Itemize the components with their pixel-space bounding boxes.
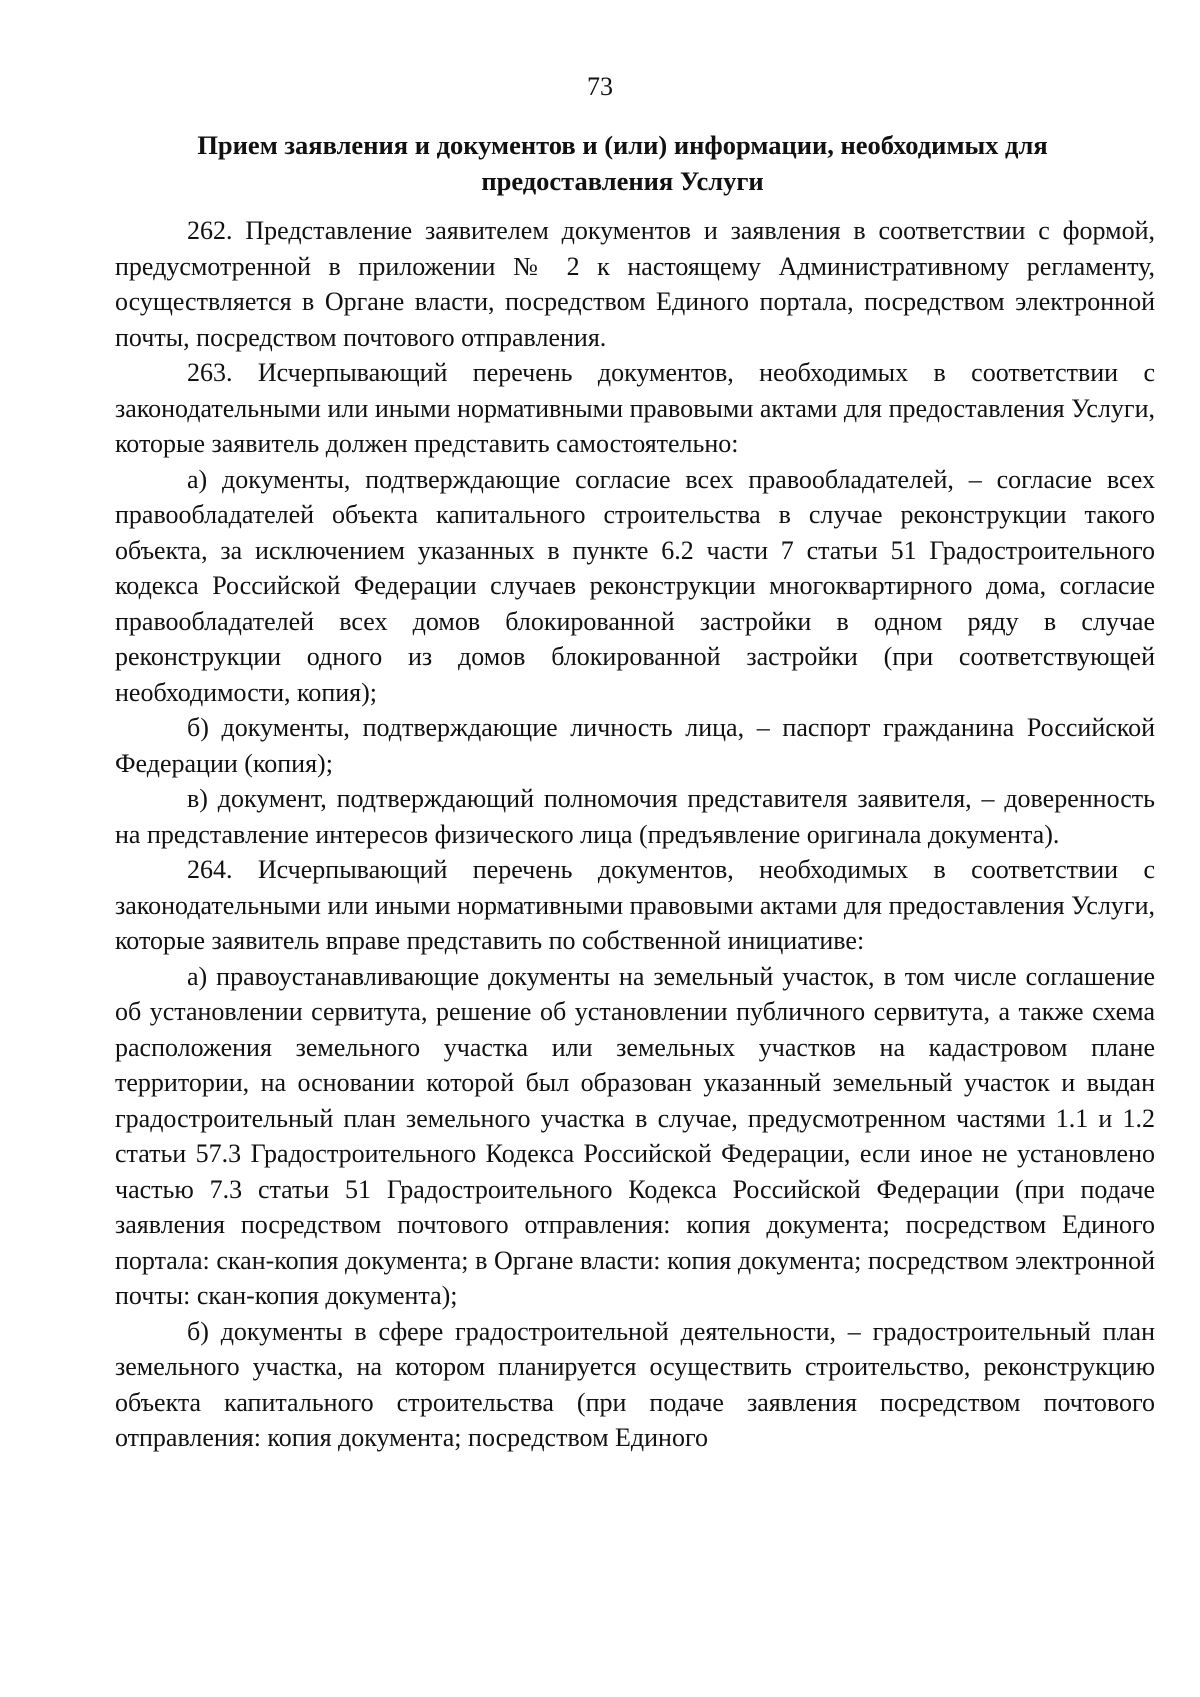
paragraph-264-a: а) правоустанавливающие документы на земельный участок, в том числе соглашение об установлении сервитута, решение об установлении публичного сервитута, а также схема расположения земельного участка или земельных участков на кадастровом плане территории, на основании которой был образован указанный земельный участок и выдан градостроительный план земельного участка в случае, предусмотренном частями 1.1 и 1.2 статьи 57.3 Градостроительного Кодекса Российской Федерации, если иное не установлено частью 7.3 статьи 51 Градостроительного Кодекса Российской Федерации (при подаче заявления посредством почтового отправления: копия документа; посредством Единого портала: скан-копия документа; в Органе власти: копия документа; посредством электронной почты: скан-копия документа); — [115, 961, 1155, 1310]
document-body — [115, 213, 1155, 1456]
paragraph-263: 263. Исчерпывающий перечень документов, необходимых в соответствии с законодательными или иными нормативными правовыми актами для предоставления Услуги, которые заявитель должен представить самостоятельно: — [115, 358, 1155, 458]
section-heading: Прием заявления и документов и (или) информации, необходимых для предоставления Услуги — [197, 130, 1048, 196]
paragraph-263-a: а) документы, подтверждающие согласие всех правообладателей, – согласие всех правообладателей объекта капитального строительства в случае реконструкции такого объекта, за исключением указанных в пункте 6.2 части 7 статьи 51 Градостроительного кодекса Российской Федерации случаев реконструкции многоквартирного дома, согласие правообладателей всех домов блокированной застройки в одном ряду в случае реконструкции одного из домов блокированной застройки (при соответствующей необходимости, копия); — [115, 464, 1155, 707]
page-number: 73 — [587, 72, 613, 101]
paragraph-264-b: б) документы в сфере градостроительной деятельности, – градостроительный план земельного участка, на котором планируется осуществить строительство, реконструкцию объекта капитального строительства (при подаче заявления посредством почтового отправления: копия документа; посредством Единого — [115, 1316, 1155, 1452]
paragraph-264: 264. Исчерпывающий перечень документов, необходимых в соответствии с законодательными или иными нормативными правовыми актами для предоставления Услуги, которые заявитель вправе представить по собственной инициативе: — [115, 855, 1155, 955]
paragraph-263-v: в) документ, подтверждающий полномочия представителя заявителя, – доверенность на представление интересов физического лица (предъявление оригинала документа). — [115, 784, 1155, 849]
paragraph-262: 262. Представление заявителем документов и заявления в соответствии с формой, предусмотренной в приложении № 2 к настоящему Административному регламенту, осуществляется в Органе власти, посредством Единого портала, посредством электронной почты, посредством почтового отправления. — [115, 216, 1155, 352]
paragraph-263-b: б) документы, подтверждающие личность лица, – паспорт гражданина Российской Федерации (копия); — [115, 713, 1155, 778]
